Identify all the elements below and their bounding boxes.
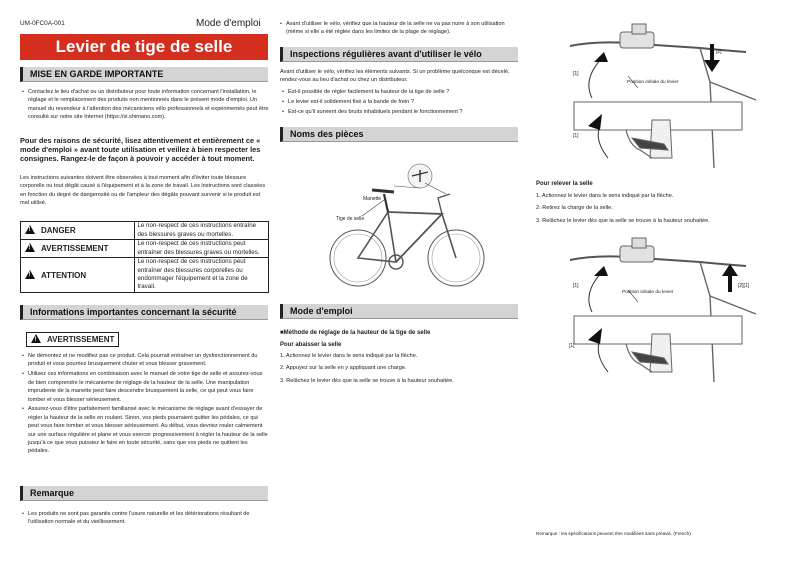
label-lever: Manette	[363, 196, 382, 202]
instructions-text: Les instructions suivantes doivent être observées à tout moment afin d'éviter toute blessure corporelle ou tout dégât causé à l'équipement et à la zone de travail. Les instructions sont classées en fonction du degré de dangerosité ou de l'ampleur des dégâts pouvant survenir si le produit est mal utilisé.	[20, 175, 266, 207]
caution-heading: MISE EN GARDE IMPORTANTE	[20, 67, 268, 82]
remark-list	[22, 510, 268, 528]
warning-label-box	[26, 332, 119, 347]
raise-title: Pour relever la selle	[536, 181, 593, 187]
level-label: ATTENTION	[41, 270, 87, 280]
safety-list	[22, 352, 268, 457]
usage-heading: Mode d'emploi	[280, 304, 518, 319]
fig2-mark-side: [2][1]	[738, 283, 750, 289]
remark-heading: Remarque	[20, 486, 268, 501]
list-item: 2. Retirez la charge de la selle.	[536, 205, 613, 212]
warning-triangle-icon	[31, 334, 41, 343]
fig2-mark-down: [1]	[569, 343, 575, 349]
level-desc: Le non-respect de ces instructions entraîne des blessures graves ou mortelles.	[135, 222, 269, 240]
bicycle-figure	[328, 150, 498, 295]
list-item: • Est-il possible de régler facilement la hauteur de la tige de selle ?	[282, 88, 518, 96]
fig2-mark-up: [1]	[573, 283, 579, 289]
caution-list	[22, 88, 270, 123]
table-row	[21, 258, 269, 293]
top-bullet-list	[280, 20, 518, 38]
level-desc: Le non-respect de ces instructions peut entraîner des blessures corporelles ou endommager l'équipement et la zone de travail.	[135, 258, 269, 293]
list-item: 3. Relâchez le levier dès que la selle se trouve à la hauteur souhaitée.	[280, 377, 454, 384]
hazard-levels-table	[20, 221, 269, 293]
table-row	[21, 240, 269, 258]
method-title: ■Méthode de réglage de la hauteur de la tige de selle	[280, 330, 431, 336]
level-label: DANGER	[41, 226, 76, 236]
inspections-list	[282, 88, 518, 118]
raise-saddle-figure	[560, 230, 760, 390]
doc-code: UM-0FC0A-001	[20, 20, 65, 27]
label-seatpost: Tige de selle	[336, 216, 365, 222]
level-label: AVERTISSEMENT	[41, 244, 109, 254]
list-item: • Utilisez ces informations en combinaison avec le manuel de votre tige de selle et assurez-vous de bien comprendre le mécanisme de réglage de la hauteur de la selle. Une manipulation imprudente de la manette peut faire descendre brusquement la selle, ce qui peut vous faire tomber et vous blesser sérieusement.	[22, 370, 268, 404]
list-item: • Est-ce qu'il survient des bruits inhabituels pendant le fonctionnement ?	[282, 108, 518, 116]
inspections-heading: Inspections régulières avant d'utiliser le vélo	[280, 47, 518, 62]
fig1-mark-up: [1]	[573, 71, 579, 77]
inspections-intro: Avant d'utiliser le vélo, vérifiez les éléments suivants. Si un problème quelconque est décelé, rendez-vous au lieu d'achat ou chez un distributeur.	[280, 69, 510, 84]
list-item: 1. Actionnez le levier dans le sens indiqué par la flèche.	[280, 353, 418, 359]
page-title: Levier de tige de selle	[20, 34, 268, 60]
fig1-mark-push: [2]	[716, 49, 722, 55]
warning-label: AVERTISSEMENT	[47, 335, 115, 344]
parts-heading: Noms des pièces	[280, 127, 518, 142]
lower-title: Pour abaisser la selle	[280, 342, 342, 348]
table-row	[21, 222, 269, 240]
list-item: • Assurez-vous d'être parfaitement familiarisé avec le mécanisme de réglage avant d'essayer de régler la hauteur de la selle en roulant. Sinon, vos pieds pourraient quitter les pédales, ce qui peut vous faire tomber et vous blesser sérieusement. Au début, vous devriez rouler calmement sur une surface régulière et plane et vous exercer progressivement à régler la hauteur de la selle jusqu'à ce que vous puissiez le faire en toute sécurité, sans que vos pieds ne quittent les pédales.	[22, 405, 268, 455]
lower-saddle-figure	[560, 18, 760, 176]
list-item: • Le levier est-il solidement fixé à la bande de frein ?	[282, 98, 518, 106]
caution-bullet: • Contactez le lieu d'achat ou un distributeur pour toute information concernant l'installation, le réglage et le remplacement des produits non mentionnés dans le présent mode d'emploi. Un manuel du revendeur à l'attention des mécaniciens vélo professionnels et expérimentés peut être consulté sur notre site Internet (https://si.shimano.com).	[22, 88, 270, 122]
fig1-mark-down: [1]	[573, 133, 579, 139]
list-item: • Avant d'utiliser le vélo, vérifiez que la hauteur de la selle ne va pas nuire à son utilisation (même si elle a été réglée dans les limites de la plage de réglage).	[280, 20, 518, 37]
doc-type: Mode d'emploi	[196, 18, 261, 29]
safety-heading: Informations importantes concernant la sécurité	[20, 305, 268, 320]
level-desc: Le non-respect de ces instructions peut entraîner des blessures graves ou mortelles.	[135, 240, 269, 258]
warning-triangle-icon	[25, 225, 35, 234]
warning-triangle-icon	[25, 243, 35, 252]
fig1-initial-label: Position initiale du levier	[627, 80, 679, 85]
list-item: 2. Appuyez sur la selle en y appliquant une charge.	[280, 365, 407, 372]
footer-note: Remarque : les spécifications peuvent être modifiées sans préavis. (French)	[536, 531, 691, 536]
list-item: 3. Relâchez le levier dès que la selle se trouve à la hauteur souhaitée.	[536, 217, 710, 224]
list-item: • Les produits ne sont pas garantis contre l'usure naturelle et les détériorations résultant de l'utilisation normale et du vieillissement.	[22, 510, 268, 527]
lower-steps	[280, 352, 518, 389]
bold-notice: Pour des raisons de sécurité, lisez attentivement et entièrement ce « mode d'emploi » avant toute utilisation et veillez à bien respecter les consignes. Rangez-le de façon à pouvoir y accéder à tout moment.	[20, 136, 261, 164]
list-item: • Ne démontez et ne modifiez pas ce produit. Cela pourrait entraîner un dysfonctionnement du produit et vous pourriez brusquement chuter et vous blesser gravement.	[22, 352, 268, 369]
warning-triangle-icon	[25, 270, 35, 279]
fig2-initial-label: Position initiale du levier	[622, 290, 674, 295]
raise-steps	[536, 192, 776, 229]
list-item: 1. Actionnez le levier dans le sens indiqué par la flèche.	[536, 193, 674, 199]
